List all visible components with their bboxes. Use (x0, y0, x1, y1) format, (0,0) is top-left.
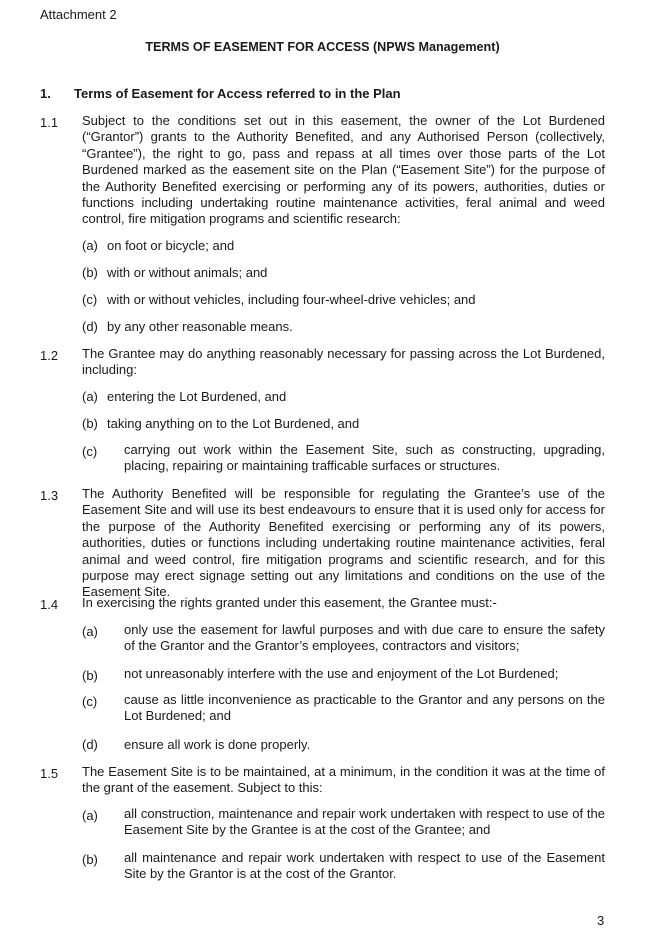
item-label: (d) (82, 737, 98, 752)
clause-text: The Easement Site is to be maintained, at a minimum, in the condition it was at the time of the grant of the easement. Subject to this: (82, 764, 605, 796)
item-label: (a) (82, 808, 98, 823)
item-label: (b) (82, 416, 98, 431)
section-number: 1. (40, 86, 51, 101)
attachment-label: Attachment 2 (40, 7, 117, 22)
clause-number: 1.5 (40, 766, 59, 781)
clause-text: The Grantee may do anything reasonably necessary for passing across the Lot Burdened, including: (82, 346, 605, 378)
item-text: entering the Lot Burdened, and (107, 389, 287, 404)
item-label: (b) (82, 265, 98, 280)
item-text: cause as little inconvenience as practicable to the Grantor and any persons on the Lot Burdened; and (124, 692, 605, 724)
item-text: with or without animals; and (107, 265, 268, 280)
item-text: all construction, maintenance and repair work undertaken with respect to use of the Easement Site by the Grantee is at the cost of the Grantee; and (124, 806, 605, 838)
section-heading: Terms of Easement for Access referred to in the Plan (74, 86, 401, 101)
item-label: (b) (82, 852, 98, 867)
item-label: (c) (82, 694, 98, 709)
item-text: carrying out work within the Easement Site, such as constructing, upgrading, placing, repairing or maintaining trafficable surfaces or structures. (124, 442, 605, 474)
item-text: taking anything on to the Lot Burdened, and (107, 416, 360, 431)
item-label: (a) (82, 389, 98, 404)
document-title: TERMS OF EASEMENT FOR ACCESS (NPWS Management) (145, 40, 500, 54)
clause-text: Subject to the conditions set out in this easement, the owner of the Lot Burdened (“Grantor”) grants to the Authority Benefited, and any Authorised Person (collectively, “Grantee”), the right to go, pass and repass at all times over those parts of the Lot Burdened marked as the easement site on the Plan (“Easement Site”) for the purpose of the Authority Benefited exercising or performing any of its powers, authorities, duties or functions including undertaking routine maintenance activities, feral animal and weed control, fire mitigation programs and scientific research: (82, 113, 605, 227)
item-text: all maintenance and repair work undertaken with respect to use of the Easement Site by the Grantor is at the cost of the Grantor. (124, 850, 605, 882)
item-label: (a) (82, 624, 98, 639)
clause-number: 1.2 (40, 348, 59, 363)
item-text: on foot or bicycle; and (107, 238, 235, 253)
clause-number: 1.1 (40, 115, 59, 130)
clause-number: 1.3 (40, 488, 59, 503)
clause-number: 1.4 (40, 597, 59, 612)
item-label: (c) (82, 292, 98, 307)
clause-text: In exercising the rights granted under this easement, the Grantee must:- (82, 595, 497, 610)
item-text: ensure all work is done properly. (124, 737, 311, 752)
page-number: 3 (597, 913, 605, 928)
item-label: (d) (82, 319, 98, 334)
item-text: only use the easement for lawful purposes and with due care to ensure the safety of the Grantor and the Grantor’s employees, contractors and visitors; (124, 622, 605, 654)
item-label: (b) (82, 668, 98, 683)
item-text: with or without vehicles, including four-wheel-drive vehicles; and (107, 292, 476, 307)
item-label: (a) (82, 238, 98, 253)
item-label: (c) (82, 444, 98, 459)
item-text: not unreasonably interfere with the use and enjoyment of the Lot Burdened; (124, 666, 559, 681)
clause-text: The Authority Benefited will be responsible for regulating the Grantee’s use of the Easement Site and will use its best endeavours to ensure that it is used only for access for the purpose of the Authority Benefited exercising or performing any of its powers, authorities, duties or functions including undertaking routine maintenance activities, feral animal and weed control, fire mitigation programs and scientific research, and for this purpose may erect signage setting out any limitations and conditions on the use of the Easement Site. (82, 486, 605, 600)
item-text: by any other reasonable means. (107, 319, 293, 334)
